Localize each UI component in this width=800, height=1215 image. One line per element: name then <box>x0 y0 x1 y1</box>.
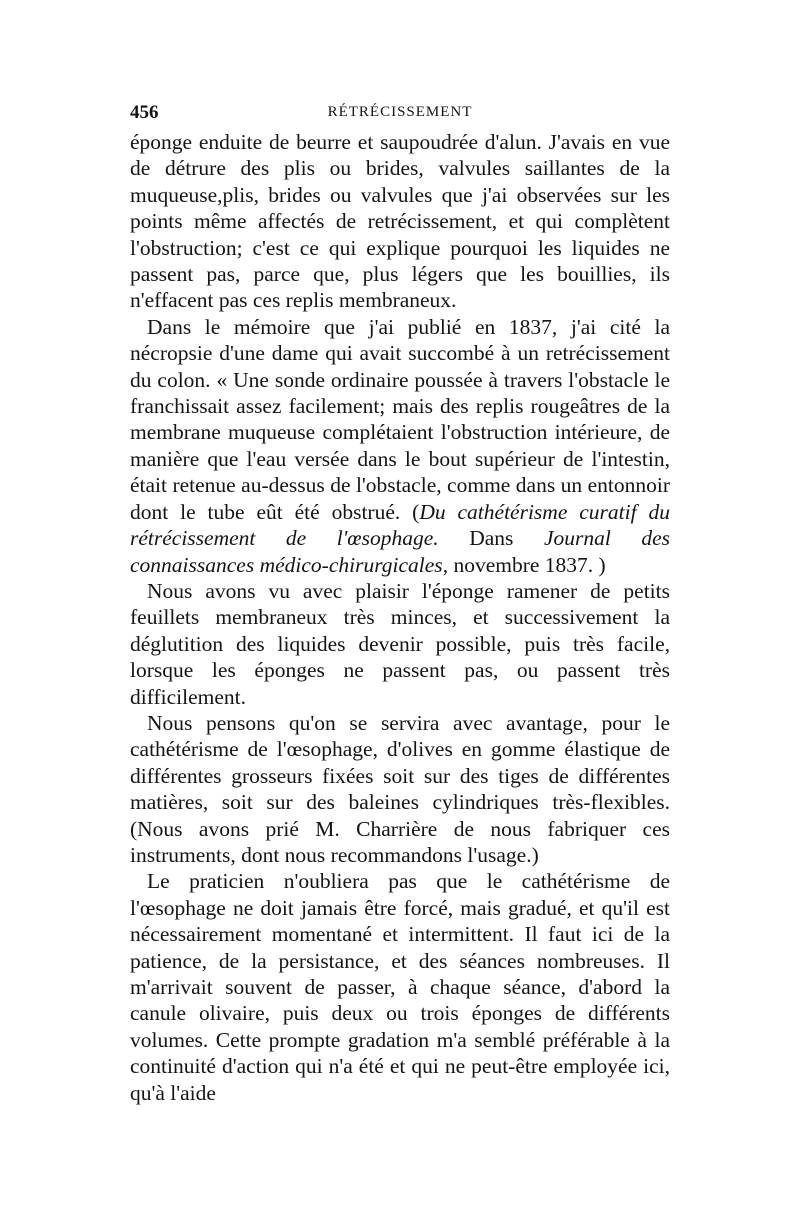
page-header <box>130 102 670 132</box>
paragraph <box>130 710 670 868</box>
paragraph-text: Nous pensons qu'on se servira avec avantage, pour le cathétérisme de l'œsophage, d'olives en gomme élastique de différentes grosseurs fixées soit sur des tiges de différentes matières, soit sur des baleines cylindriques très-flexibles. (Nous avons prié M. Charrière de nous fabriquer ces instruments, dont nous recommandons l'usage.) <box>130 710 670 867</box>
paragraph-text: éponge enduite de beurre et saupoudrée d'alun. J'avais en vue de détrure des plis ou brides, valvules saillantes de la muqueuse,plis, brides ou valvules que j'ai observées sur les points même affectés de retrécissement, et qui complètent l'obstruction; c'est ce qui explique pourquoi les liquides ne passent pas, parce que, plus légers que les bouillies, ils n'effacent pas ces replis membraneux. <box>130 130 670 313</box>
paragraph-text: Dans le mémoire que j'ai publié en 1837, j'ai cité la nécropsie d'une dame qui avait succombé à un retrécissement du colon. « Une sonde ordinaire poussée à travers l'obstacle le franchissait assez facilement; mais des replis rougeâtres de la membrane muqueuse complétaient l'obstruction intérieure, de manière que l'eau versée dans le bout supérieur de l'intestin, était retenue au-dessus de l'obstacle, comme dans un entonnoir dont le tube eût été obstrué. ( <box>130 314 670 524</box>
paragraph <box>130 868 670 1106</box>
running-title: RÉTRÉCISSEMENT <box>327 104 473 120</box>
page-number: 456 <box>130 102 159 123</box>
paragraph-text: Le praticien n'oubliera pas que le cathétérisme de l'œsophage ne doit jamais être forcé, mais gradué, et qu'il est nécessairement momentané et intermittent. Il faut ici de la patience, de la persistance, et des séances nombreuses. Il m'arrivait souvent de passer, à chaque séance, d'abord la canule olivaire, puis deux ou trois éponges de différents volumes. Cette prompte gradation m'a semblé préférable à la continuité d'action qui n'a été et qui ne peut-être employée ici, qu'à l'aide <box>130 869 670 1105</box>
journal-title: Journal des connaissances médico-chirurgicales <box>130 526 671 577</box>
paragraph-text: Nous avons vu avec plaisir l'éponge ramener de petits feuillets membraneux très minces, et successivement la déglutition des liquides devenir possible, puis très facile, lorsque les éponges ne passent pas, ou passent très difficilement. <box>130 578 670 709</box>
paragraph <box>130 129 670 314</box>
paragraph <box>130 314 670 578</box>
paragraph <box>130 578 670 710</box>
citation-title: Du cathétérisme curatif du rétrécissement de l'œsophage. <box>130 499 670 551</box>
body-text <box>130 129 670 1106</box>
paragraph-text: , novembre 1837. ) <box>442 552 606 577</box>
paragraph-text: Dans <box>438 526 544 551</box>
